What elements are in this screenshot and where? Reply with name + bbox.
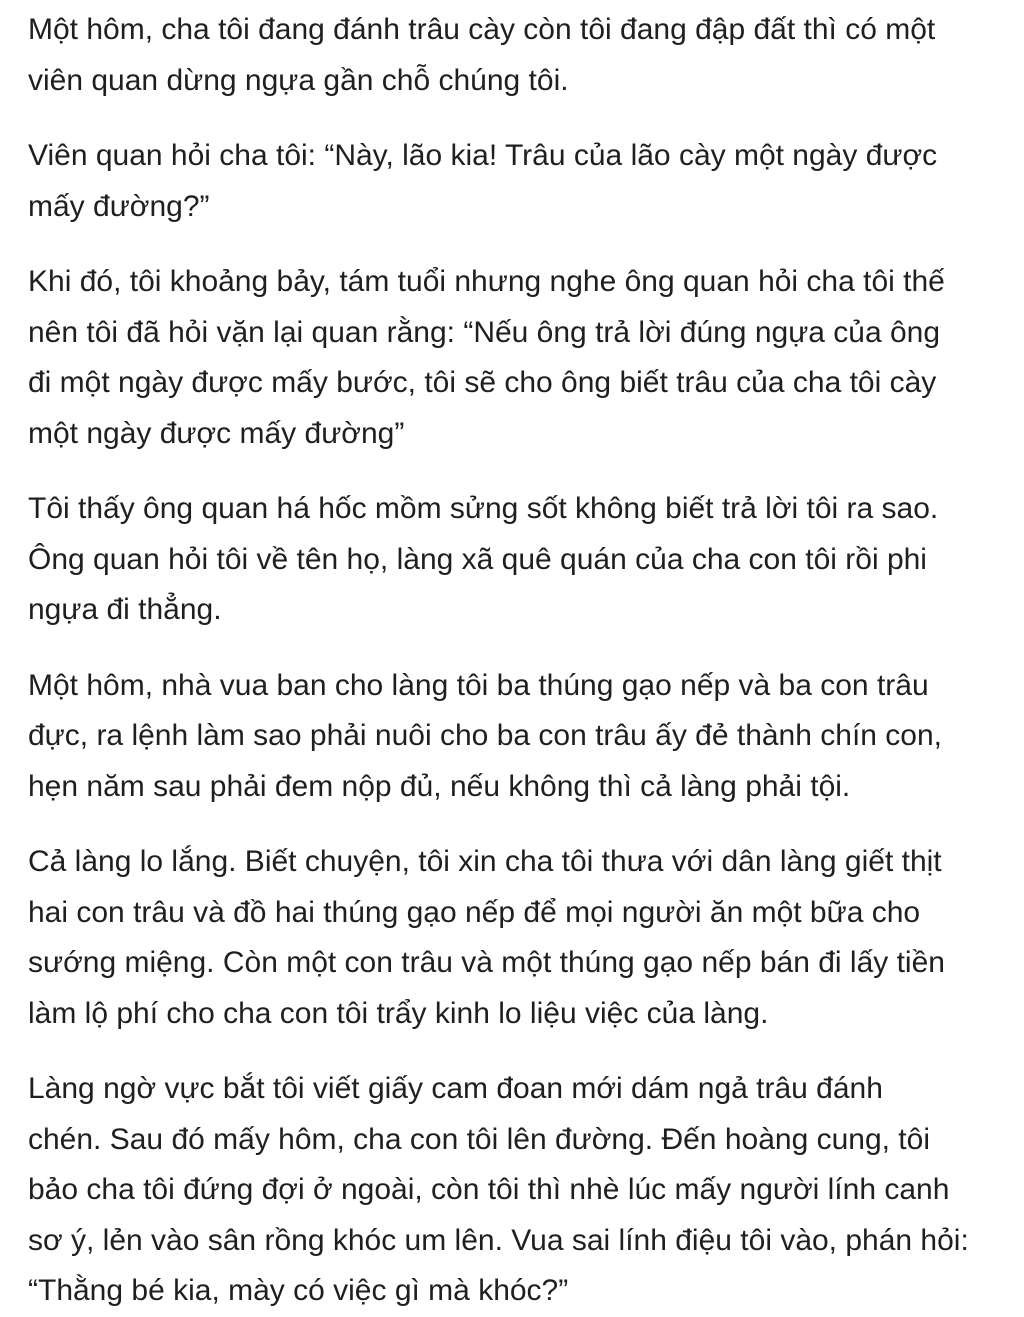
- paragraph-6: [28, 837, 1004, 1039]
- text-line: bảo cha tôi đứng đợi ở ngoài, còn tôi thì nhè lúc mấy người lính canh: [28, 1173, 950, 1206]
- text-line: Viên quan hỏi cha tôi: “Này, lão kia! Trâu của lão cày một ngày được: [28, 139, 938, 172]
- text-line: một ngày được mấy đường”: [28, 416, 405, 450]
- text-line: làm lộ phí cho cha con tôi trẩy kinh lo liệu việc của làng.: [28, 996, 769, 1030]
- text-line: Một hôm, nhà vua ban cho làng tôi ba thúng gạo nếp và ba con trâu: [28, 668, 929, 702]
- text-line: mấy đường?”: [28, 189, 210, 223]
- text-line: “Thằng bé kia, mày có việc gì mà khóc?”: [28, 1274, 569, 1307]
- text-line: Một hôm, cha tôi đang đánh trâu cày còn tôi đang đập đất thì có một: [28, 13, 936, 46]
- text-line: hẹn năm sau phải đem nộp đủ, nếu không thì cả làng phải tội.: [28, 769, 851, 803]
- text-line: Tôi thấy ông quan há hốc mồm sửng sốt không biết trả lời tôi ra sao.: [28, 492, 939, 525]
- text-line: Làng ngờ vực bắt tôi viết giấy cam đoan mới dám ngả trâu đánh: [28, 1072, 883, 1105]
- text-line: viên quan dừng ngựa gần chỗ chúng tôi.: [28, 63, 569, 97]
- text-line: Khi đó, tôi khoảng bảy, tám tuổi nhưng nghe ông quan hỏi cha tôi thế: [28, 265, 945, 298]
- text-line: hai con trâu và đồ hai thúng gạo nếp để mọi người ăn một bữa cho: [28, 895, 921, 929]
- text-line: ngựa đi thẳng.: [28, 593, 222, 626]
- paragraph-7: [28, 1064, 1004, 1317]
- text-line: Cả làng lo lắng. Biết chuyện, tôi xin cha tôi thưa với dân làng giết thịt: [28, 845, 942, 878]
- text-line: nên tôi đã hỏi vặn lại quan rằng: “Nếu ông trả lời đúng ngựa của ông: [28, 315, 941, 349]
- text-line: chén. Sau đó mấy hôm, cha con tôi lên đường. Đến hoàng cung, tôi: [28, 1122, 930, 1156]
- paragraph-1: [28, 5, 1004, 106]
- paragraph-3: [28, 257, 1004, 459]
- text-line: đi một ngày được mấy bước, tôi sẽ cho ông biết trâu của cha tôi cày: [28, 366, 937, 399]
- text-line: đực, ra lệnh làm sao phải nuôi cho ba con trâu ấy đẻ thành chín con,: [28, 719, 943, 752]
- paragraph-4: [28, 484, 1004, 636]
- paragraph-5: [28, 661, 1004, 813]
- text-line: sơ ý, lẻn vào sân rồng khóc um lên. Vua sai lính điệu tôi vào, phán hỏi:: [28, 1223, 969, 1257]
- text-line: sướng miệng. Còn một con trâu và một thúng gạo nếp bán đi lấy tiền: [28, 946, 945, 979]
- text-line: Ông quan hỏi tôi về tên họ, làng xã quê quán của cha con tôi rồi phi: [28, 542, 927, 576]
- paragraph-2: [28, 131, 1004, 232]
